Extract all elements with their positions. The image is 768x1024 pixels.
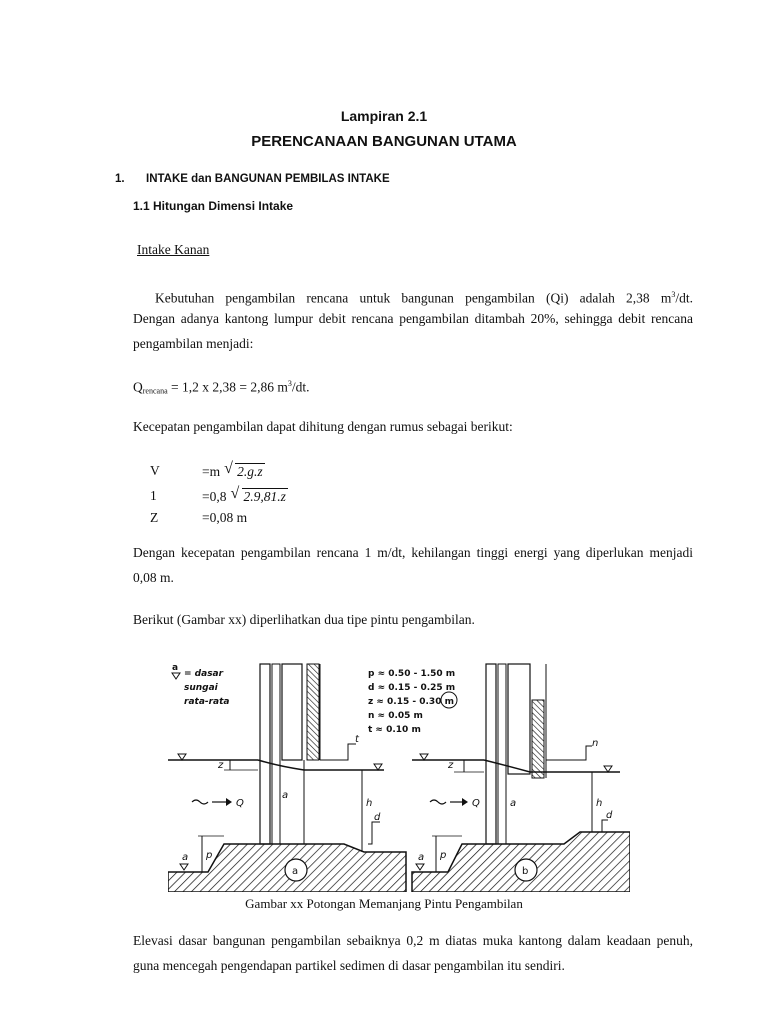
svg-text:d: d [374, 812, 381, 823]
svg-text:t: t [355, 734, 359, 745]
svg-text:a: a [418, 852, 425, 863]
svg-text:z: z [218, 760, 224, 771]
svg-text:z ≈ 0.15 - 0.30 m: z ≈ 0.15 - 0.30 m [368, 697, 454, 707]
para1-line1: Kebutuhan pengambilan rencana untuk bangunan pengambilan (Qi) adalah 2,38 $m^3/dt$. [155, 290, 693, 306]
svg-text:p ≈ 0.50 - 1.50 m: p ≈ 0.50 - 1.50 m [368, 669, 456, 679]
figure-specs [368, 669, 457, 735]
lampiran-label: Lampiran 2.1 [340, 108, 428, 124]
svg-text:d ≈ 0.15 - 0.25 m: d ≈ 0.15 - 0.25 m [368, 683, 456, 693]
svg-text:h: h [366, 798, 373, 809]
para2-line1: Dengan kecepatan pengambilan rencana 1 m/dt, kehilangan tinggi energi yang diperlukan menjadi [133, 545, 693, 560]
svg-text:a: a [172, 663, 179, 673]
svg-text:Q: Q [236, 798, 244, 809]
svg-text:n: n [592, 738, 599, 749]
para3-line1: Elevasi dasar bangunan pengambilan sebaiknya 0,2 m diatas muka kantong dalam keadaan penuh, [133, 933, 693, 948]
svg-text:z: z [448, 760, 454, 771]
intake-gate-figure [168, 660, 630, 892]
berikut-text: Berikut (Gambar xx) diperlihatkan dua tipe pintu pengambilan. [133, 612, 475, 627]
equation-v: V =m √ 2.g.z [150, 460, 263, 479]
section-heading: INTAKE dan BANGUNAN PEMBILAS INTAKE [146, 173, 390, 185]
svg-text:n ≈ 0.05 m: n ≈ 0.05 m [368, 711, 423, 721]
kecepatan-text: Kecepatan pengambilan dapat dihitung dengan rumus sebagai berikut: [133, 419, 513, 434]
svg-text:Q: Q [472, 798, 480, 809]
svg-text:a: a [282, 790, 289, 801]
section-number: 1. [115, 173, 125, 185]
para3-line2: guna mencegah pengendapan partikel sedimen di dasar pengambilan itu sendiri. [133, 958, 565, 973]
svg-text:a: a [510, 798, 517, 809]
svg-text:p: p [440, 850, 447, 861]
svg-text:t ≈ 0.10 m: t ≈ 0.10 m [368, 725, 421, 735]
equation-z: Z =0,08 m [150, 510, 248, 525]
para1-line2: Dengan adanya kantong lumpur debit rencana pengambilan ditambah 20%, sehingga debit rencana [133, 311, 693, 326]
svg-text:d: d [606, 810, 613, 821]
equation-one: 1 =0,8 √ 2.9,81.z [150, 485, 286, 504]
svg-text:h: h [596, 798, 603, 809]
svg-text:a: a [182, 852, 189, 863]
sub-heading: 1.1 Hitungan Dimensi Intake [133, 199, 294, 213]
page-title: PERENCANAAN BANGUNAN UTAMA [251, 133, 517, 150]
svg-text:sungai: sungai [184, 683, 218, 693]
figure-caption: Gambar xx Potongan Memanjang Pintu Pengambilan [245, 896, 523, 911]
svg-text:rata-rata: rata-rata [184, 697, 230, 707]
svg-text:= dasar: = dasar [184, 669, 224, 679]
para2-line2: 0,08 m. [133, 570, 174, 585]
para1-line3: pengambilan menjadi: [133, 336, 254, 351]
svg-text:p: p [206, 850, 213, 861]
svg-text:b: b [522, 866, 529, 877]
q-formula: $Q_{rencana} = 1,2$ x 2,38 = 2,86 $m^3/dt$. [133, 379, 310, 396]
intake-kanan-heading: Intake Kanan [137, 242, 210, 257]
svg-text:a: a [292, 866, 299, 877]
figure-legend [172, 663, 230, 707]
